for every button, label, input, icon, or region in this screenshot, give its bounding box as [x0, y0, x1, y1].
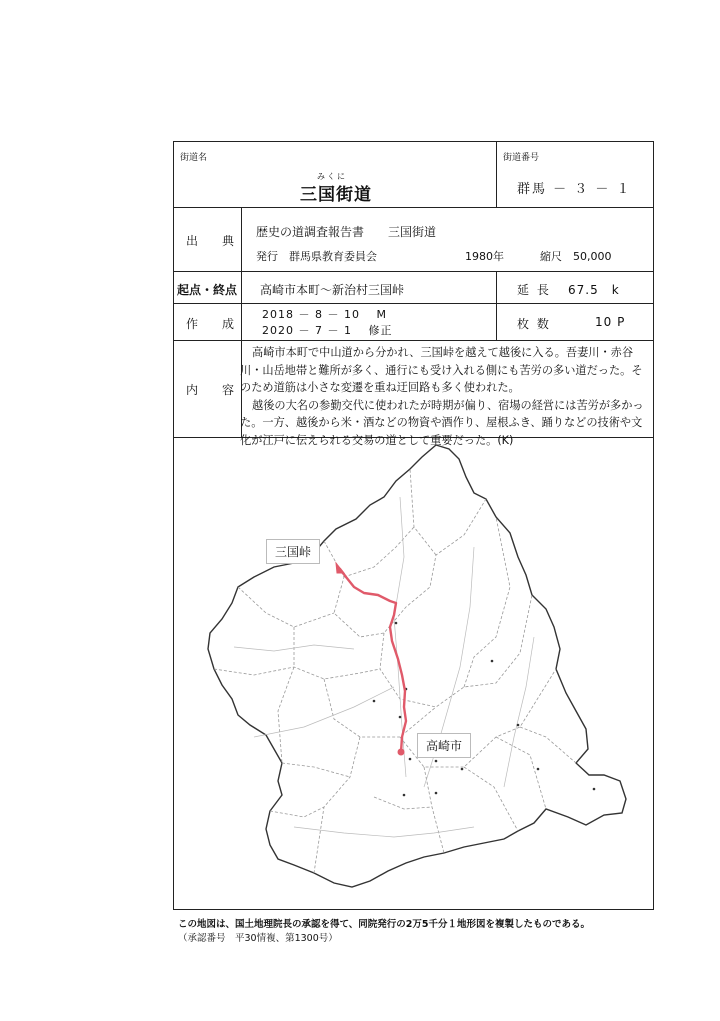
content-description [240, 344, 650, 449]
road-name-ruby: みくに [317, 172, 347, 181]
source-scale: 縮尺 50,000 [540, 250, 612, 263]
source-publisher: 発行 群馬県教育委員会 [256, 250, 377, 263]
label-mikuni-pass: 三国峠 [266, 539, 320, 564]
route-start-point [398, 749, 405, 756]
row-divider [173, 207, 654, 208]
route-arrowhead [336, 563, 344, 573]
road-number-label: 街道番号 [503, 153, 540, 163]
length-label: 延 長 [517, 283, 551, 297]
mikuni-road-route [340, 569, 406, 752]
created-label: 作 成 [186, 317, 241, 331]
road-number: 群馬 － ３ － １ [517, 182, 632, 197]
column-divider [496, 141, 497, 207]
pages-value: 10 P [595, 315, 626, 329]
revised-date: 2020 － 7 － 1 修正 [262, 324, 393, 337]
row-divider [173, 303, 654, 304]
prefecture-outline-map [174, 437, 653, 909]
road-name: 三国街道 [300, 185, 372, 205]
route-value: 高崎市本町～新治村三国峠 [260, 283, 405, 297]
label-takasaki-city: 高崎市 [417, 733, 471, 758]
road-name-label: 街道名 [180, 153, 208, 163]
source-title: 歴史の道調査報告書 三国街道 [256, 225, 437, 239]
content-label: 内 容 [186, 383, 241, 397]
source-label: 出 典 [186, 234, 241, 248]
source-year: 1980年 [465, 250, 504, 263]
municipal-boundaries [214, 469, 576, 873]
approval-number: （承認番号 平30情複、第1300号） [178, 933, 338, 944]
length-value: 67.5 k [568, 283, 620, 297]
map-credit-note: この地図は、国土地理院長の承認を得て、同院発行の2万5千分１地形図を複製したものである。 [178, 919, 591, 930]
route-label: 起点・終点 [177, 283, 238, 297]
content-paragraph: 越後の大名の参勤交代に使われたが時期が偏り、宿場の経営には苦労が多かった。一方、越後から米・酒などの物資や酒作り、屋根ふき、踊りなどの技術や文化が江戸に伝えられる交易の道として重要だった。(K) [240, 398, 644, 447]
pages-label: 枚 数 [517, 317, 551, 331]
content-paragraph: 高崎市本町で中山道から分かれ、三国峠を越えて越後に入る。吾妻川・赤谷川・山岳地帯と難所が多く、通行にも受け入れる側にも苦労の多い道だった。そのため道筋は小さな変遷を重ね迂回路も多く使われた。 [240, 346, 643, 394]
column-divider [496, 271, 497, 340]
row-divider [173, 271, 654, 272]
prefecture-boundary [208, 445, 626, 887]
created-date: 2018 － 8 － 10 M [262, 308, 387, 321]
row-divider [173, 340, 654, 341]
gunma-route-map [174, 437, 653, 909]
